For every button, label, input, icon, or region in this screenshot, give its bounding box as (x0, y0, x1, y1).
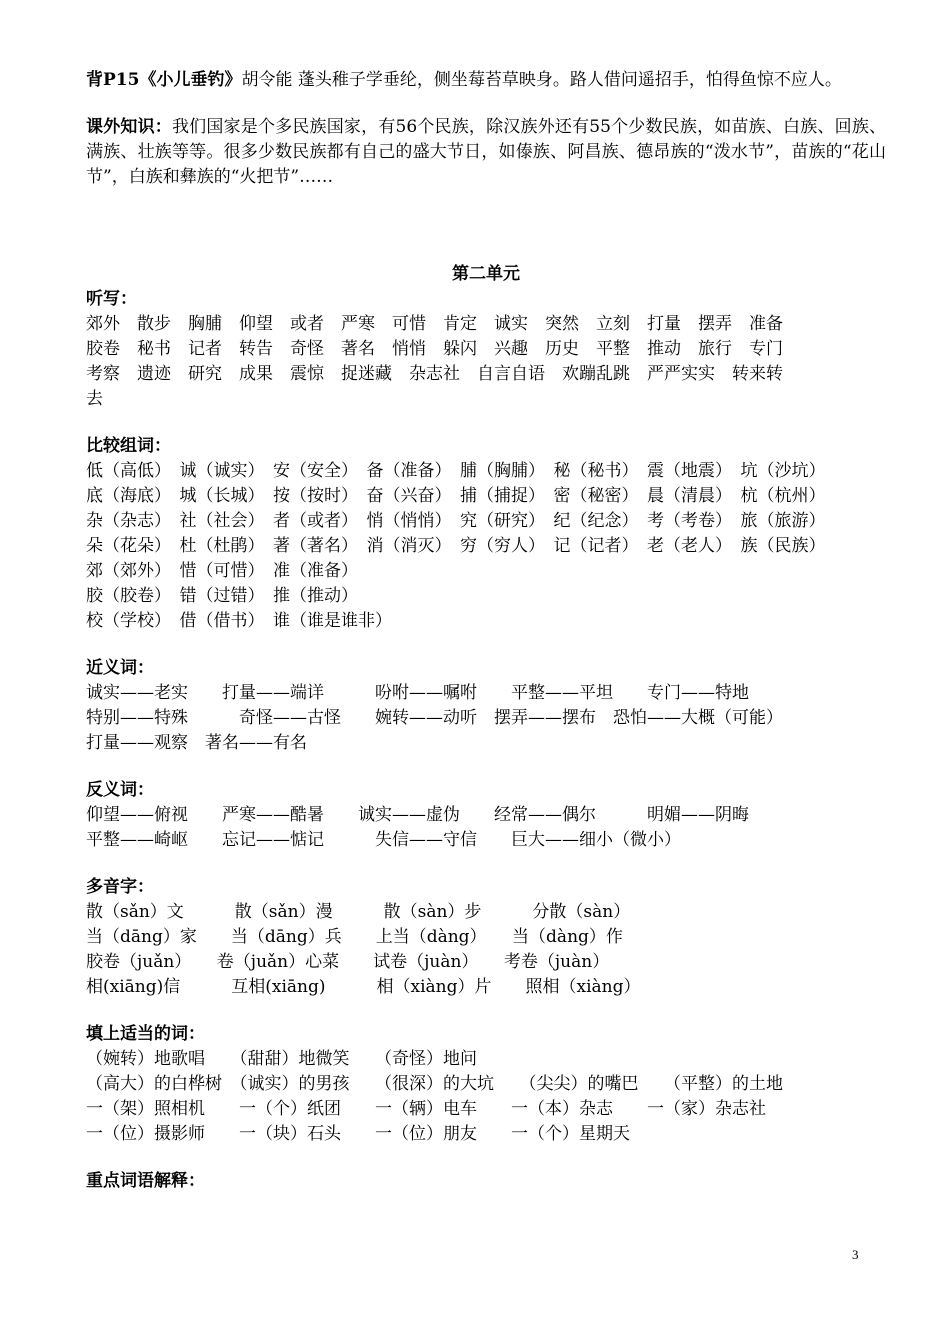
extra-knowledge-text: 我们国家是个多民族国家，有56个民族，除汉族外还有55个少数民族，如苗族、白族、回族、满族、壮族等等。很多少数民族都有自己的盛大节日，如傣族、阿昌族、德昂族的“泼水节”，苗族的“花山节”，白族和彝族的“火把节”…… (86, 117, 887, 187)
antonyms-line: 平整——崎岖 忘记——惦记 失信——守信 巨大——细小（微小） (86, 830, 681, 850)
compare-line: 胶（胶卷） 错（过错） 推（推动） (86, 586, 358, 606)
compare-list (86, 459, 886, 634)
compare-line: 杂（杂志） 社（社会） 者（或者） 悄（悄悄） 究（研究） 纪（纪念） 考（考卷） 旅（旅游） (86, 511, 826, 531)
synonyms-line: 诚实——老实 打量——端详 吩咐——嘱咐 平整——平坦 专门——特地 (86, 683, 749, 703)
memorize-text: 胡令能 蓬头稚子学垂纶，侧坐莓苔草映身。路人借问遥招手，怕得鱼惊不应人。 (241, 70, 842, 90)
compare-heading: 比较组词： (86, 436, 171, 456)
dictation-line: 郊外 散步 胸脯 仰望 或者 严寒 可惜 肯定 诚实 突然 立刻 打量 摆弄 准备 (86, 314, 783, 334)
compare-line: 郊（郊外） 惜（可惜） 准（准备） (86, 561, 358, 581)
antonyms-heading: 反义词： (86, 780, 154, 800)
dictation-line: 去 (86, 389, 103, 409)
synonyms-line: 特别——特殊 奇怪——古怪 婉转——动听 摆弄——摆布 恐怕——大概（可能） (86, 708, 783, 728)
antonyms-list (86, 803, 886, 853)
memorize-paragraph (86, 68, 886, 93)
synonyms-heading: 近义词： (86, 658, 154, 678)
fill-list (86, 1047, 886, 1147)
unit-title: 第二单元 (452, 264, 520, 284)
polyphones-line: 当（dāng）家 当（dāng）兵 上当（dàng） 当（dàng）作 (86, 927, 623, 947)
compare-line: 底（海底） 城（长城） 按（按时） 奋（兴奋） 捕（捕捉） 密（秘密） 晨（清晨） 杭（杭州） (86, 486, 826, 506)
polyphones-heading: 多音字： (86, 877, 154, 897)
page-number: 3 (852, 1247, 859, 1262)
polyphones-list (86, 900, 886, 1000)
polyphones-line: 散（sǎn）文 散（sǎn）漫 散（sàn）步 分散（sàn） (86, 902, 631, 922)
fill-line: （高大）的白桦树 （诚实）的男孩 （很深）的大坑 （尖尖）的嘴巴 （平整）的土地 (86, 1074, 783, 1094)
extra-knowledge-paragraph (86, 115, 886, 190)
fill-line: 一（位）摄影师 一（块）石头 一（位）朋友 一（个）星期天 (86, 1124, 630, 1144)
dictation-line: 考察 遗迹 研究 成果 震惊 捉迷藏 杂志社 自言自语 欢蹦乱跳 严严实实 转来转 (86, 364, 783, 384)
antonyms-line: 仰望——俯视 严寒——酷暑 诚实——虚伪 经常——偶尔 明媚——阴晦 (86, 805, 749, 825)
polyphones-line: 胶卷（juǎn） 卷（juǎn）心菜 试卷（juàn） 考卷（juàn） (86, 952, 610, 972)
key-terms-heading: 重点词语解释： (86, 1171, 205, 1191)
fill-heading: 填上适当的词： (86, 1024, 205, 1044)
compare-line: 低（高低） 诚（诚实） 安（安全） 备（准备） 脯（胸脯） 秘（秘书） 震（地震） 坑（沙坑） (86, 461, 826, 481)
memorize-label: 背P15《小儿垂钓》 (86, 70, 242, 90)
compare-line: 校（学校） 借（借书） 谁（谁是谁非） (86, 611, 392, 631)
dictation-list (86, 312, 886, 412)
synonyms-list (86, 681, 886, 756)
extra-knowledge-label: 课外知识： (86, 117, 172, 137)
dictation-line: 胶卷 秘书 记者 转告 奇怪 著名 悄悄 躲闪 兴趣 历史 平整 推动 旅行 专门 (86, 339, 783, 359)
dictation-heading: 听写： (86, 289, 137, 309)
fill-line: 一（架）照相机 一（个）纸团 一（辆）电车 一（本）杂志 一（家）杂志社 (86, 1099, 766, 1119)
document-page (86, 68, 886, 1194)
fill-line: （婉转）地歌唱 （甜甜）地微笑 （奇怪）地问 (86, 1049, 477, 1069)
synonyms-line: 打量——观察 著名——有名 (86, 733, 307, 753)
polyphones-line: 相(xiāng)信 互相(xiāng) 相（xiàng）片 照相（xiàng） (86, 977, 641, 997)
compare-line: 朵（花朵） 杜（杜鹃） 著（著名） 消（消灭） 穷（穷人） 记（记者） 老（老人） 族（民族） (86, 536, 826, 556)
